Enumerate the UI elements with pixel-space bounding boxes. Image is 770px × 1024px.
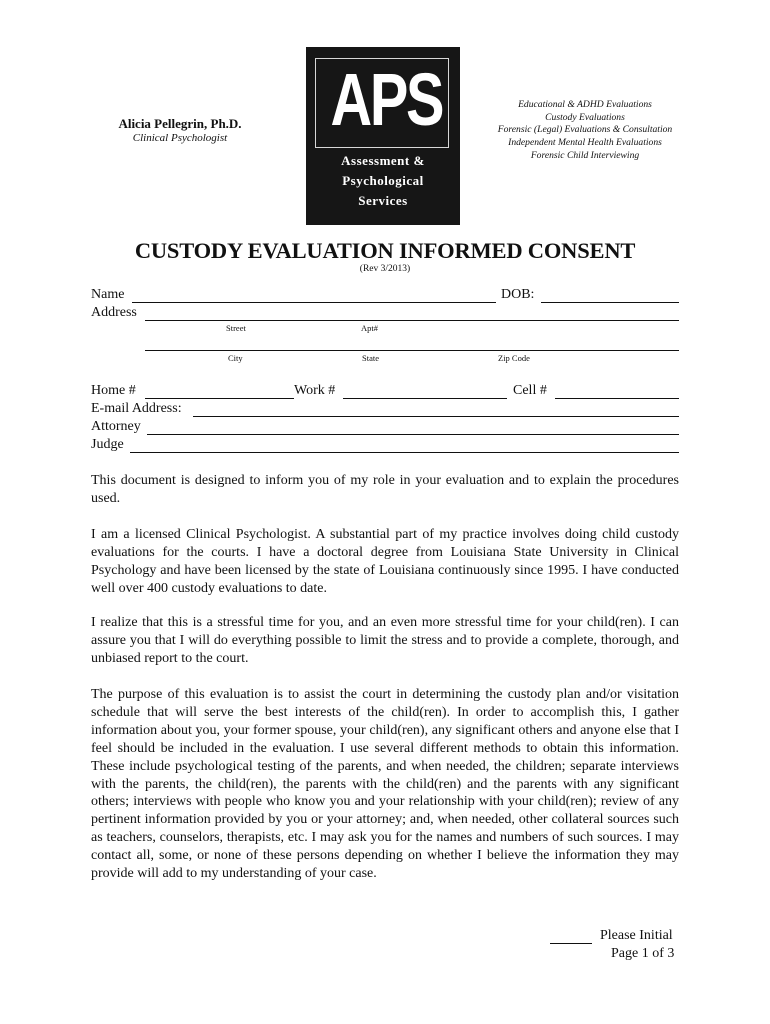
- paragraph-intro: This document is designed to inform you of my role in your evaluation and to explain the procedures used.: [91, 473, 679, 506]
- logo-line-2: Psychological: [342, 173, 424, 188]
- city-caption: City: [228, 353, 243, 363]
- name-field[interactable]: [132, 288, 496, 303]
- logo-line-1: Assessment &: [341, 153, 425, 168]
- apt-caption: Apt#: [361, 323, 378, 333]
- zip-caption: Zip Code: [498, 353, 530, 363]
- attorney-field[interactable]: [147, 420, 679, 435]
- services-list: [462, 99, 708, 163]
- street-field[interactable]: [145, 306, 679, 321]
- psychologist-title: Clinical Psychologist: [132, 132, 228, 144]
- email-label: E-mail Address:: [91, 401, 182, 416]
- logo-frame: [315, 58, 449, 148]
- street-caption: Street: [226, 323, 246, 333]
- service-item: Independent Mental Health Evaluations: [508, 137, 662, 149]
- dob-field[interactable]: [541, 288, 679, 303]
- home-phone-field[interactable]: [145, 384, 294, 399]
- form-revision: (Rev 3/2013): [359, 264, 411, 274]
- city-state-zip-field[interactable]: [145, 336, 679, 351]
- logo-line-3: Services: [358, 193, 408, 208]
- service-item: Forensic (Legal) Evaluations & Consultation: [497, 124, 673, 136]
- address-label: Address: [91, 305, 137, 320]
- work-phone-label: Work #: [294, 383, 336, 398]
- cell-phone-label: Cell #: [513, 383, 547, 398]
- initial-field[interactable]: [550, 943, 592, 944]
- state-caption: State: [362, 353, 379, 363]
- paragraph-credentials: I am a licensed Clinical Psychologist. A substantial part of my practice involves doing child custody evaluations for the courts. I have a doctoral degree from Louisiana State University in Clinical Psychology and have been licensed by the state of Louisiana continuously since 1995. I have conducted well over 400 custody evaluations to date.: [91, 527, 679, 596]
- email-field[interactable]: [193, 402, 679, 417]
- service-item: Educational & ADHD Evaluations: [518, 99, 652, 110]
- name-label: Name: [91, 287, 125, 302]
- paragraph-stress: I realize that this is a stressful time for you, and an even more stressful time for your child(ren). I can assure you that I will do everything possible to limit the stress and to provide a complete, thorough, and unbiased report to the court.: [91, 615, 679, 666]
- aps-logo: [306, 47, 460, 225]
- home-phone-label: Home #: [91, 383, 136, 398]
- page-number: Page 1 of 3: [611, 946, 675, 961]
- service-item: Custody Evaluations: [545, 111, 625, 123]
- initial-label: Please Initial: [600, 928, 673, 943]
- work-phone-field[interactable]: [343, 384, 507, 399]
- cell-phone-field[interactable]: [555, 384, 679, 399]
- paragraph-purpose: The purpose of this evaluation is to assist the court in determining the custody plan and/or visitation schedule that will serve the best interests of the child(ren). In order to accomplish this, I gather information about you, your former spouse, your child(ren), any significant others and anyone else that I feel should be included in the evaluation. I use several different methods to obtain this information. These include psychological testing of the parents, and when needed, the children; separate interviews with the parents, the child(ren), the parents with the child(ren) and the parents with any significant others; interviews with people who know you and your relationship with your child(ren); review of any pertinent information provided by you or your attorney; and, when needed, other collateral sources such as teachers, counselors, therapists, etc. I may ask you for the names and numbers of such sources. I may contact all, some, or none of these persons depending on whether I believe the information they may provide will add to my understanding of your case.: [91, 687, 679, 882]
- judge-field[interactable]: [130, 438, 679, 453]
- psychologist-name: Alicia Pellegrin, Ph.D.: [118, 116, 242, 131]
- service-item: Forensic Child Interviewing: [530, 149, 640, 161]
- logo-abbr: APS: [330, 58, 443, 141]
- attorney-label: Attorney: [91, 419, 141, 434]
- dob-label: DOB:: [501, 287, 535, 302]
- judge-label: Judge: [91, 437, 124, 452]
- form-title: CUSTODY EVALUATION INFORMED CONSENT: [134, 238, 636, 263]
